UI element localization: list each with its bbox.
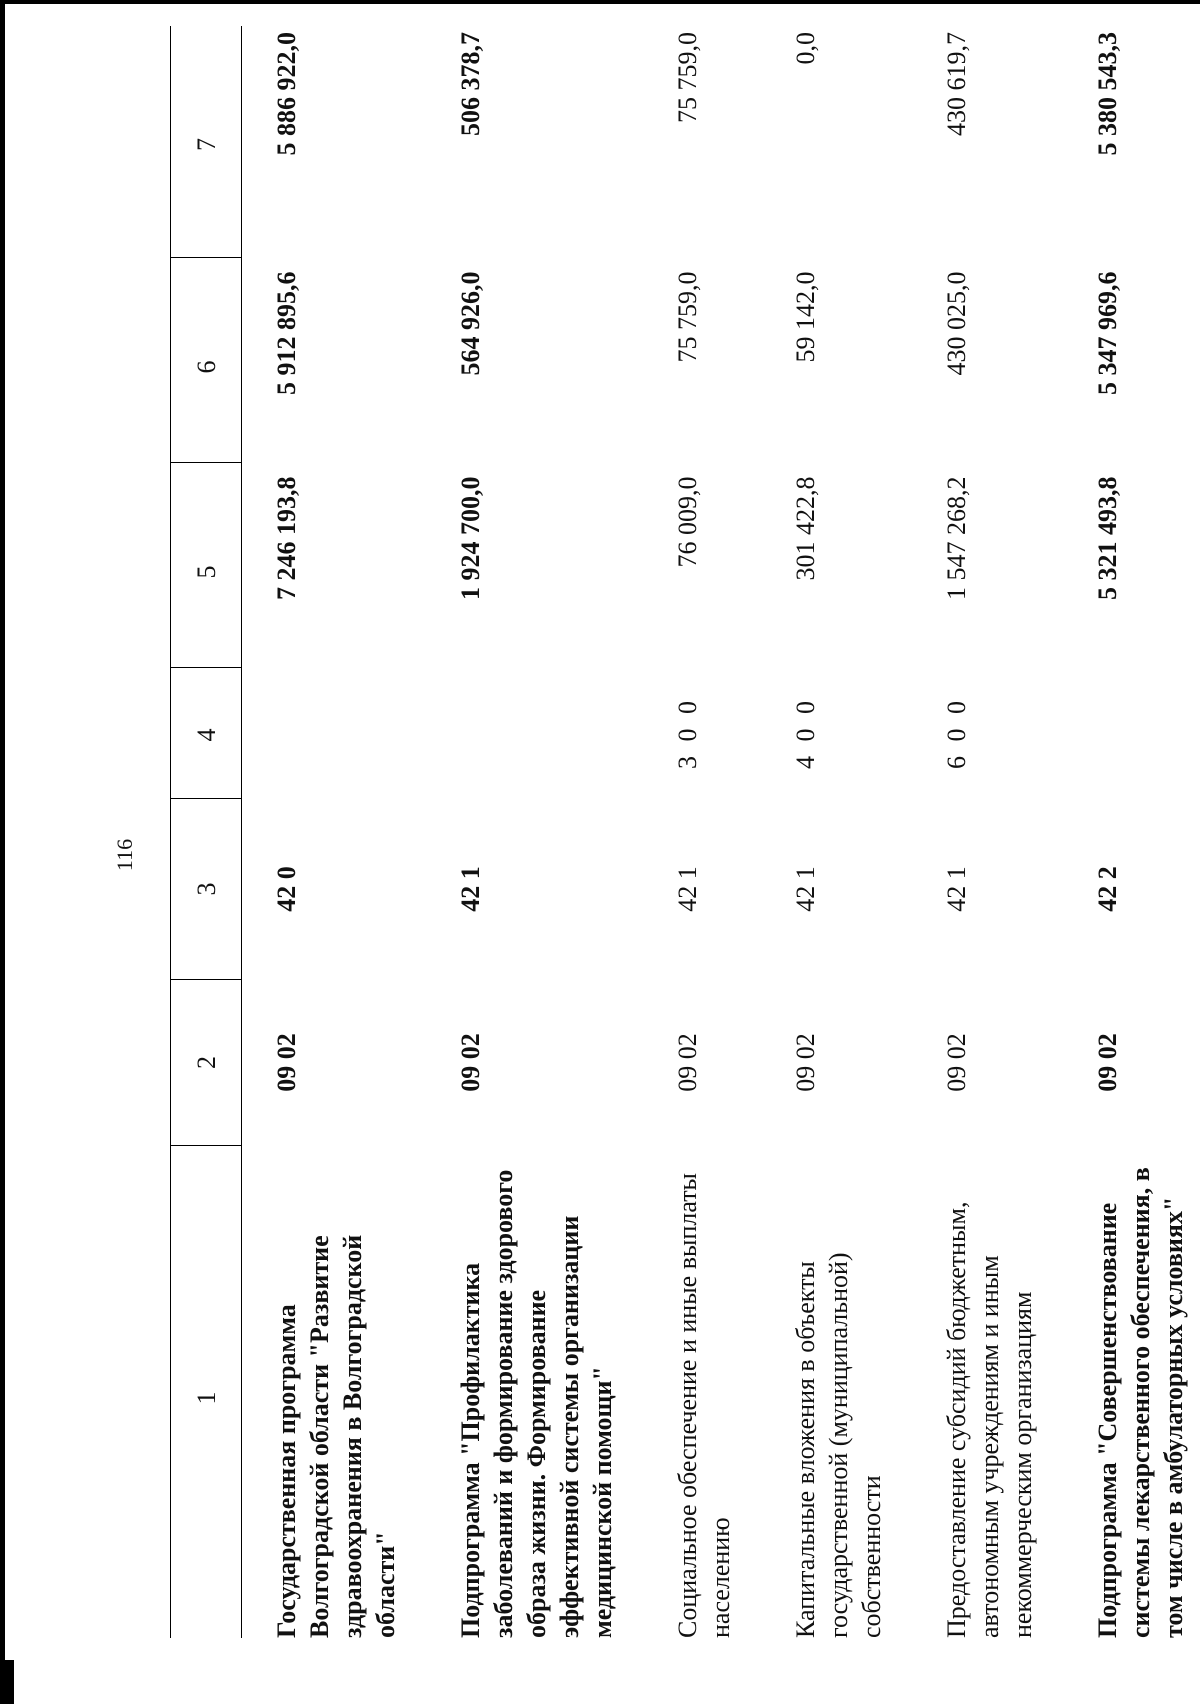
amount-col5: 76 009,0: [673, 476, 702, 568]
section-code: 09 02: [1093, 1033, 1122, 1092]
program-code: 42 1: [942, 866, 971, 912]
table-body: [242, 26, 1200, 1638]
expense-type: 4 0 0: [791, 697, 820, 769]
program-code: 42 1: [791, 866, 820, 912]
row-name: Подпрограмма "Профилактика заболеваний и формирование здорового образа жизни. Формирование эффективной системы организации медицинской помощи": [456, 1169, 617, 1638]
row-name: Государственная программа Волгоградской области "Развитие здравоохранения в Волгоградской области": [272, 1234, 400, 1638]
program-code: 42 1: [456, 866, 485, 912]
amount-col5: 7 246 193,8: [272, 476, 301, 600]
expense-type: 3 0 0: [673, 697, 702, 769]
amount-col7: 506 378,7: [456, 32, 485, 136]
expense-type: 6 0 0: [942, 697, 971, 769]
amount-col7: 430 619,7: [942, 32, 971, 136]
amount-col7: 5 380 543,3: [1093, 32, 1122, 156]
amount-col7: 5 886 922,0: [272, 32, 301, 156]
program-code: 42 0: [272, 866, 301, 912]
table-row: [1063, 26, 1200, 1638]
amount-col7: 0,0: [791, 32, 820, 65]
page-number: 116: [112, 838, 137, 872]
table-row: [643, 26, 761, 1638]
section-code: 09 02: [942, 1033, 971, 1092]
table-row: [912, 26, 1063, 1638]
row-name: Подпрограмма "Совершенствование системы лекарственного обеспечения, в том числе в амбулаторных условиях": [1093, 1167, 1188, 1638]
amount-col5: 5 321 493,8: [1093, 476, 1122, 600]
expense-type: [426, 668, 643, 799]
expense-type: [242, 668, 427, 799]
column-header-6: 6: [171, 258, 242, 463]
row-name: Капитальные вложения в объекты государственной (муниципальной) собственности: [791, 1252, 886, 1638]
table-row: [426, 26, 643, 1638]
amount-col5: 1 924 700,0: [456, 476, 485, 600]
program-code: 42 2: [1093, 866, 1122, 912]
amount-col6: 75 759,0: [673, 271, 702, 363]
column-header-7: 7: [171, 26, 242, 258]
row-name: Социальное обеспечение и иные выплаты населению: [673, 1172, 735, 1638]
expense-type: [1063, 668, 1200, 799]
amount-col6: 430 025,0: [942, 271, 971, 376]
amount-col7: 75 759,0: [673, 32, 702, 123]
section-code: 09 02: [673, 1033, 702, 1092]
amount-col5: 1 547 268,2: [942, 476, 971, 600]
column-header-2: 2: [171, 980, 242, 1146]
amount-col6: 564 926,0: [456, 271, 485, 376]
column-header-1: 1: [171, 1146, 242, 1639]
amount-col6: 59 142,0: [791, 271, 820, 363]
column-header-3: 3: [171, 799, 242, 980]
section-code: 09 02: [791, 1033, 820, 1092]
column-header-4: 4: [171, 668, 242, 799]
table-row: [761, 26, 912, 1638]
amount-col5: 301 422,8: [791, 476, 820, 581]
program-code: 42 1: [673, 866, 702, 912]
column-header-5: 5: [171, 463, 242, 668]
amount-col6: 5 347 969,6: [1093, 271, 1122, 395]
amount-col6: 5 912 895,6: [272, 271, 301, 395]
section-code: 09 02: [272, 1033, 301, 1092]
table-row: [242, 26, 427, 1638]
row-name: Предоставление субсидий бюджетным, автономным учреждениям и иным некоммерческим организациям: [942, 1201, 1037, 1638]
budget-table: [170, 26, 1200, 1638]
section-code: 09 02: [456, 1033, 485, 1092]
table-header-row: [171, 26, 242, 1638]
